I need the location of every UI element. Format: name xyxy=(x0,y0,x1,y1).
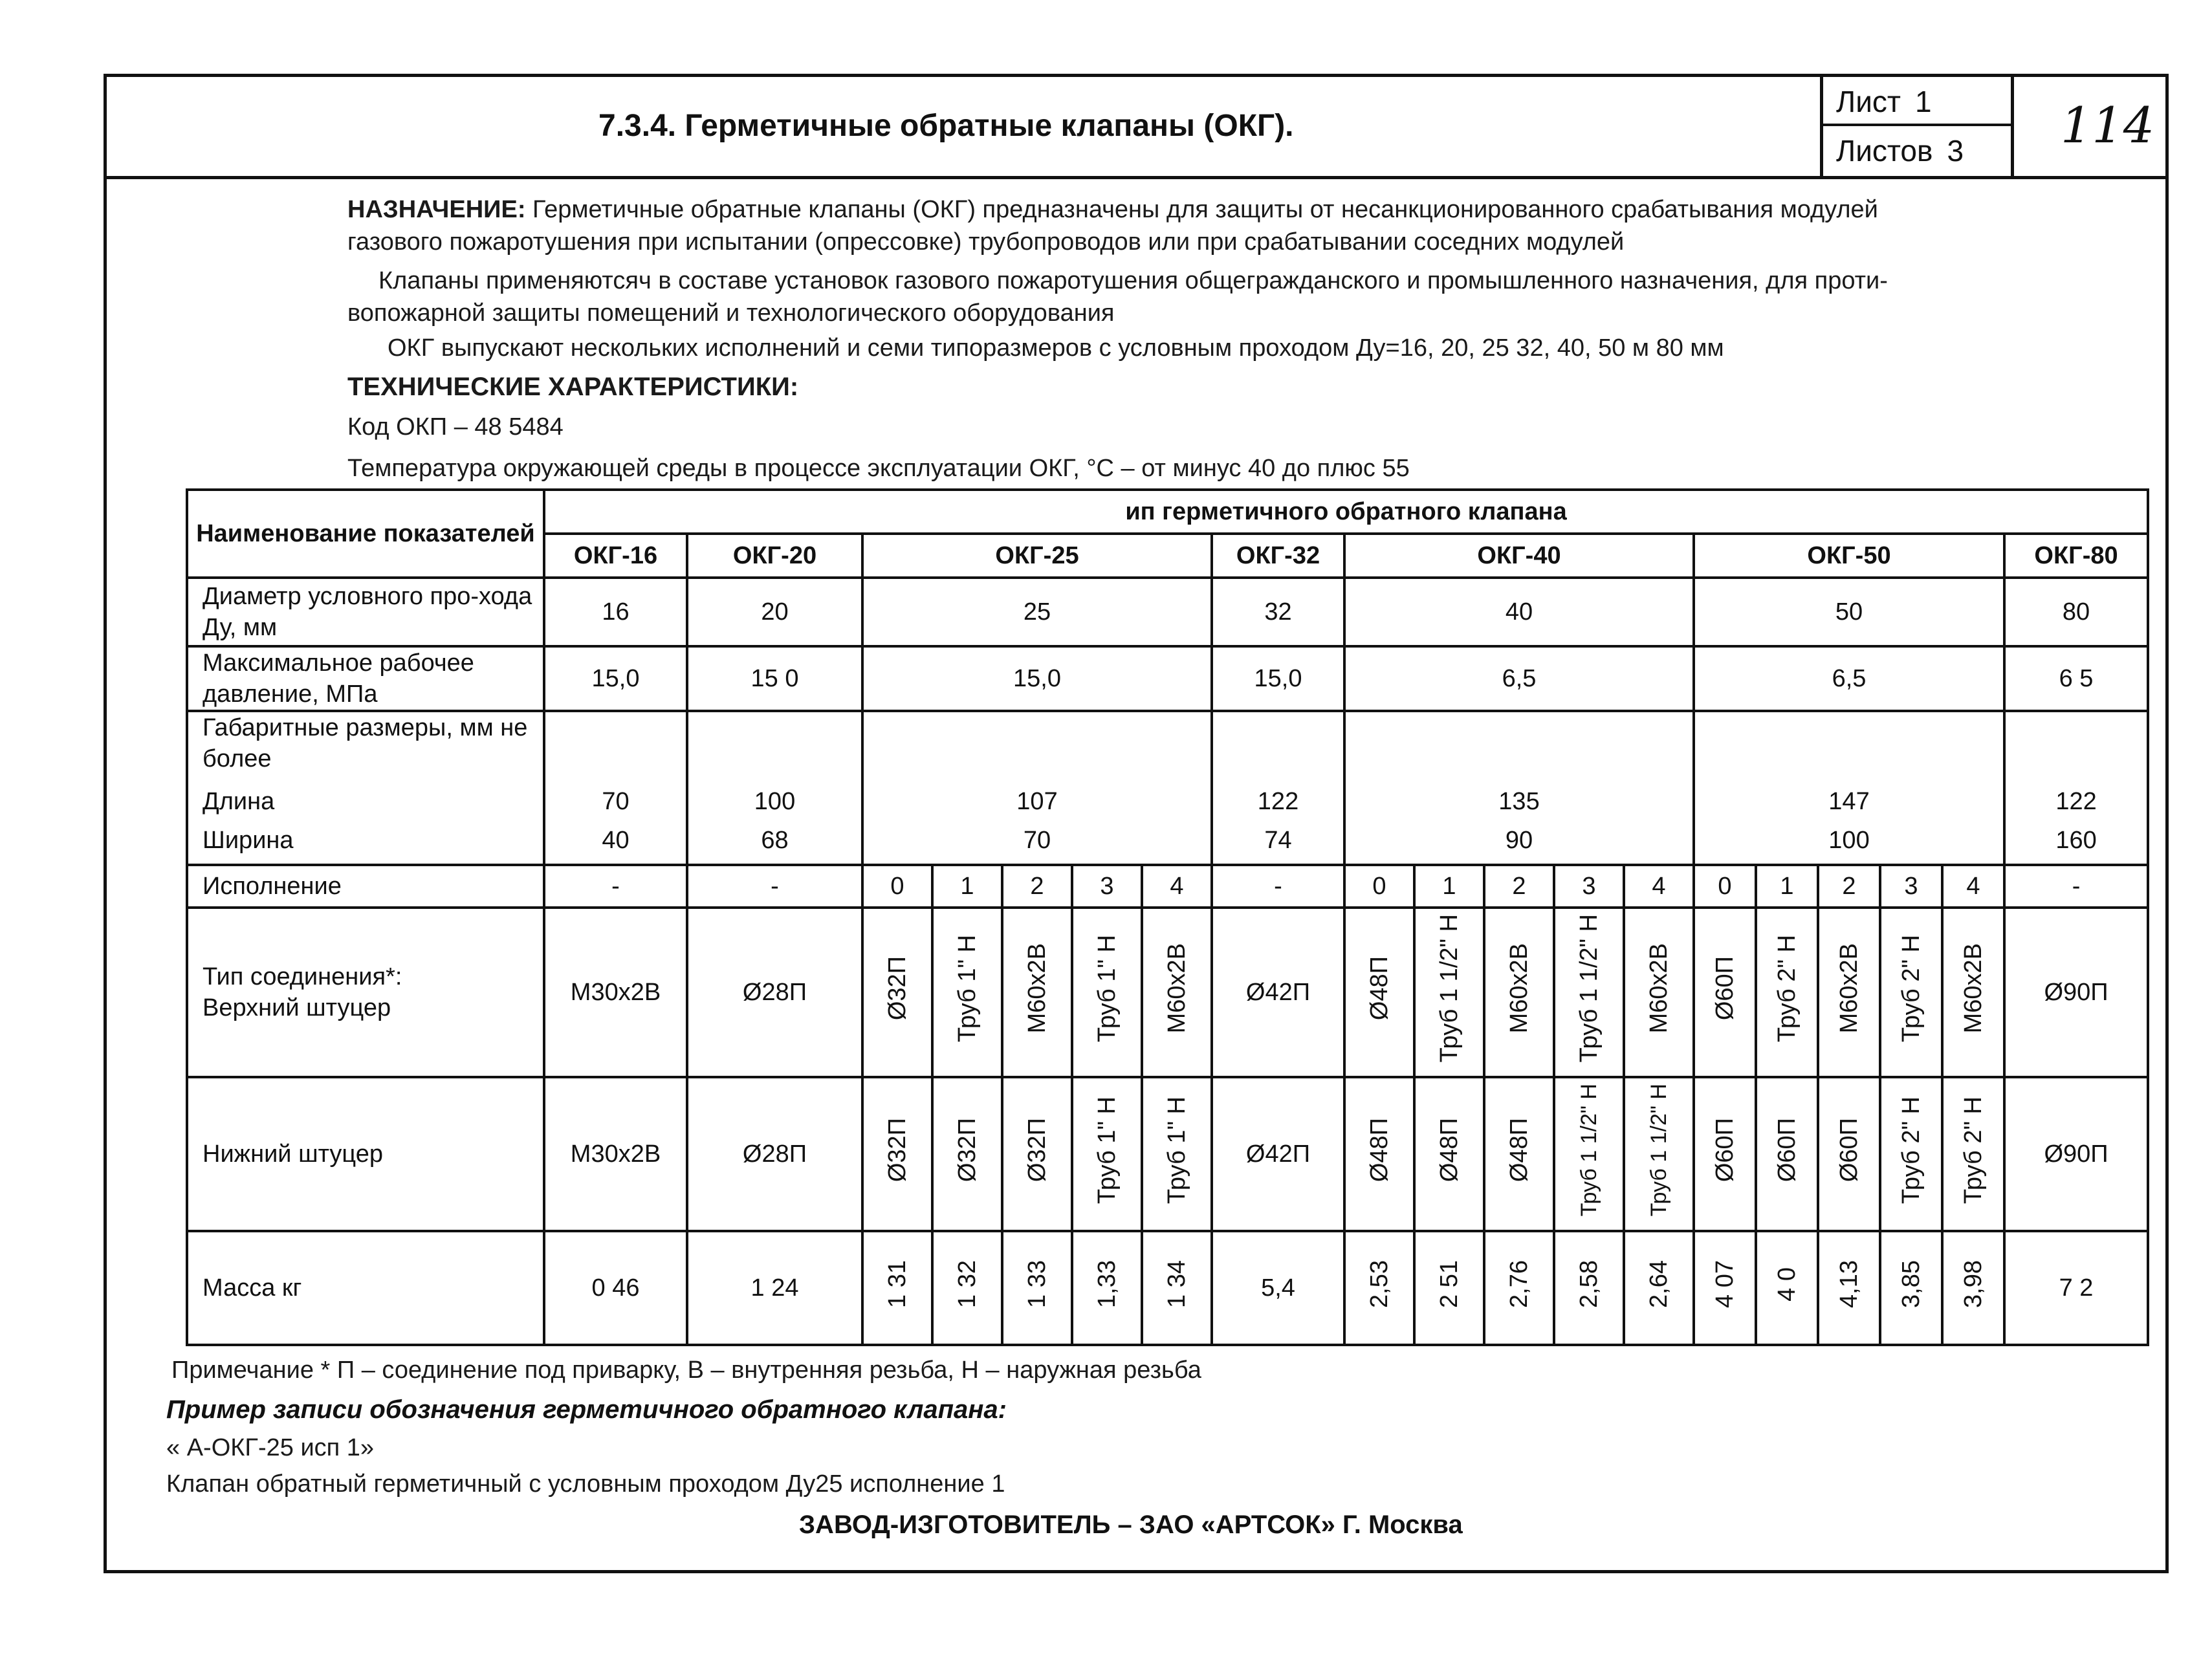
table-cell xyxy=(862,908,932,1077)
table-cell xyxy=(1484,1231,1554,1345)
vertical-text: Ø48П xyxy=(1436,1118,1463,1183)
table-cell: 15 0 xyxy=(687,646,862,711)
table-row xyxy=(187,711,2148,865)
table-cell xyxy=(1942,1077,2004,1231)
table-cell: 32 xyxy=(1212,578,1344,646)
vertical-text: 2,76 xyxy=(1506,1260,1533,1308)
vertical-text: Труб 1 1/2" Н xyxy=(1436,914,1463,1063)
table-cell xyxy=(1624,1077,1694,1231)
table-cell xyxy=(862,1077,932,1231)
table-cell xyxy=(687,711,862,865)
table-cell: 3 xyxy=(1880,865,1942,908)
table-cell: Ø28П xyxy=(687,908,862,1077)
table-cell xyxy=(1002,1077,1072,1231)
vertical-text: Труб 2" Н xyxy=(1898,1096,1925,1205)
table-cell xyxy=(1942,908,2004,1077)
vertical-text: Ø32П xyxy=(884,956,911,1021)
table-cell xyxy=(862,1231,932,1345)
temperature-line: Температура окружающей среды в процессе эксплуатации ОКГ, °С – от минус 40 до плюс 55 xyxy=(347,455,1410,482)
example-code: « А-ОКГ-25 исп 1» xyxy=(166,1434,375,1461)
table-cell xyxy=(1072,1077,1142,1231)
table-row xyxy=(187,1077,2148,1231)
dimensions-label: Габаритные размеры, мм не более xyxy=(203,714,528,772)
example-title: Пример записи обозначения герметичного обратного клапана: xyxy=(166,1395,1007,1424)
table-cell: 2 xyxy=(1818,865,1880,908)
vertical-text: Труб 1" Н xyxy=(1093,934,1121,1043)
vertical-text: Труб 1 1/2" Н xyxy=(1647,1084,1671,1217)
table-cell: - xyxy=(687,865,862,908)
table-cell xyxy=(1880,1077,1942,1231)
width-value: 68 xyxy=(761,827,789,854)
vertical-text: Труб 1" Н xyxy=(1163,1096,1190,1205)
usage-line-2: вопожарной защиты помещений и технологического оборудования xyxy=(347,300,1115,327)
table-cell xyxy=(1344,1231,1414,1345)
vertical-text: Труб 1" Н xyxy=(1093,1096,1121,1205)
table-cell: 15,0 xyxy=(544,646,687,711)
table-cell: 6,5 xyxy=(1694,646,2004,711)
spec-table xyxy=(186,488,2149,1346)
name-header: Наименование показателей xyxy=(187,490,544,578)
vertical-text: 1 31 xyxy=(884,1260,911,1308)
vertical-text: 1 33 xyxy=(1024,1260,1051,1308)
table-cell xyxy=(1624,908,1694,1077)
vertical-text: 2,58 xyxy=(1575,1260,1603,1308)
table-row xyxy=(187,1231,2148,1345)
purpose-label: НАЗНАЧЕНИЕ: xyxy=(347,196,526,223)
table-cell xyxy=(1142,908,1212,1077)
sheet-row xyxy=(1823,77,2011,126)
vertical-text: Труб 1" Н xyxy=(954,934,981,1043)
table-cell xyxy=(1142,1231,1212,1345)
model-header: ОКГ-32 xyxy=(1212,534,1344,578)
table-cell xyxy=(1818,1231,1880,1345)
table-cell xyxy=(544,711,687,865)
table-cell xyxy=(932,1077,1002,1231)
row-label: Максимальное рабочее давление, МПа xyxy=(187,646,544,711)
vertical-text: Ø60П xyxy=(1711,1118,1738,1183)
table-cell xyxy=(1484,1077,1554,1231)
table-cell xyxy=(1756,1077,1818,1231)
vertical-text: Труб 2" Н xyxy=(1960,1096,1987,1205)
table-cell: Ø90П xyxy=(2004,1077,2148,1231)
table-cell xyxy=(1414,1077,1484,1231)
purpose-line-1 xyxy=(347,193,1878,226)
table-cell xyxy=(1880,908,1942,1077)
table-cell xyxy=(1344,711,1694,865)
vertical-text: 3,85 xyxy=(1898,1260,1925,1308)
length-value: 70 xyxy=(602,788,630,815)
table-cell xyxy=(1344,1077,1414,1231)
table-cell xyxy=(2004,711,2148,865)
table-cell xyxy=(1484,908,1554,1077)
table-row xyxy=(187,865,2148,908)
table-cell: 40 xyxy=(1344,578,1694,646)
sheet-value: 1 xyxy=(1914,85,1932,118)
table-cell: 6,5 xyxy=(1344,646,1694,711)
table-cell: Ø90П xyxy=(2004,908,2148,1077)
vertical-text: Ø60П xyxy=(1711,956,1738,1021)
table-cell xyxy=(1694,908,1756,1077)
table-cell: 5,4 xyxy=(1212,1231,1344,1345)
vertical-text: Ø48П xyxy=(1366,1118,1393,1183)
table-cell xyxy=(1072,1231,1142,1345)
table-cell: - xyxy=(544,865,687,908)
sheet-info xyxy=(1820,77,2014,176)
vertical-text: Труб 2" Н xyxy=(1898,934,1925,1043)
model-header: ОКГ-40 xyxy=(1344,534,1694,578)
versions-line: ОКГ выпускают нескольких исполнений и семи типоразмеров с условным проходом Ду=16, 20, 25 32, 40, 50 м 80 мм xyxy=(388,334,1724,362)
table-cell xyxy=(1694,711,2004,865)
table-cell: 16 xyxy=(544,578,687,646)
width-value: 90 xyxy=(1505,827,1533,854)
table-cell xyxy=(1002,908,1072,1077)
vertical-text: Ø32П xyxy=(884,1118,911,1183)
table-cell: 4 xyxy=(1142,865,1212,908)
vertical-text: 3,98 xyxy=(1960,1260,1987,1308)
vertical-text: Ø60П xyxy=(1835,1118,1863,1183)
table-cell xyxy=(1694,1231,1756,1345)
table-cell: - xyxy=(2004,865,2148,908)
table-cell: 2 xyxy=(1002,865,1072,908)
table-cell: 3 xyxy=(1554,865,1624,908)
sheets-value: 3 xyxy=(1947,134,1964,168)
table-cell xyxy=(1344,908,1414,1077)
table-cell: 6 5 xyxy=(2004,646,2148,711)
header xyxy=(107,77,2165,179)
vertical-text: Ø60П xyxy=(1773,1118,1801,1183)
table-cell xyxy=(1942,1231,2004,1345)
vertical-text: 1,33 xyxy=(1093,1260,1121,1308)
model-header: ОКГ-25 xyxy=(862,534,1212,578)
okp-code: Код ОКП – 48 5484 xyxy=(347,413,564,441)
table-row xyxy=(187,646,2148,711)
table-cell: 3 xyxy=(1072,865,1142,908)
row-label: Масса кг xyxy=(187,1231,544,1345)
table-cell xyxy=(1554,1077,1624,1231)
width-value: 160 xyxy=(2055,827,2097,854)
manufacturer-footer: ЗАВОД-ИЗГОТОВИТЕЛЬ – ЗАО «АРТСОК» Г. Москва xyxy=(799,1511,1463,1539)
table-row xyxy=(187,490,2148,534)
width-value: 70 xyxy=(1023,827,1051,854)
table-cell xyxy=(1414,1231,1484,1345)
usage-line-1: Клапаны применяютсяч в составе установок газового пожаротушения общегражданского и промышленного назначения, для проти- xyxy=(378,267,1888,294)
table-cell: 4 xyxy=(1624,865,1694,908)
vertical-text: 2,64 xyxy=(1645,1260,1672,1308)
vertical-text: Ø32П xyxy=(1024,1118,1051,1183)
table-cell xyxy=(1414,908,1484,1077)
table-cell: Ø42П xyxy=(1212,908,1344,1077)
table-cell: 1 24 xyxy=(687,1231,862,1345)
row-label xyxy=(187,711,544,865)
vertical-text: 1 32 xyxy=(954,1260,981,1308)
table-cell: 80 xyxy=(2004,578,2148,646)
table-cell xyxy=(1756,908,1818,1077)
table-cell xyxy=(1212,711,1344,865)
table-cell: М30х2В xyxy=(544,1077,687,1231)
vertical-text: 4,13 xyxy=(1835,1260,1863,1308)
table-cell xyxy=(862,711,1212,865)
table-cell: 0 xyxy=(862,865,932,908)
handwritten-page-number: 114 xyxy=(2061,96,2155,154)
table-cell: 0 xyxy=(1694,865,1756,908)
vertical-text: Ø48П xyxy=(1366,956,1393,1021)
table-cell xyxy=(932,1231,1002,1345)
model-header: ОКГ-50 xyxy=(1694,534,2004,578)
example-description: Клапан обратный герметичный с условным проходом Ду25 исполнение 1 xyxy=(166,1470,1005,1498)
length-value: 100 xyxy=(754,788,796,815)
table-cell: 20 xyxy=(687,578,862,646)
table-cell xyxy=(1002,1231,1072,1345)
model-header: ОКГ-20 xyxy=(687,534,862,578)
purpose-line-2: газового пожаротушения при испытании (опрессовке) трубопроводов или при срабатывании соседних модулей xyxy=(347,228,1625,256)
vertical-text: 2,53 xyxy=(1366,1260,1393,1308)
vertical-text: М60х2В xyxy=(1024,943,1051,1034)
vertical-text: Труб 1 1/2" Н xyxy=(1577,1084,1601,1217)
table-cell xyxy=(932,908,1002,1077)
table-cell xyxy=(1554,1231,1624,1345)
table-cell xyxy=(1818,1077,1880,1231)
length-value: 122 xyxy=(1257,788,1299,815)
row-label: Нижний штуцер xyxy=(187,1077,544,1231)
vertical-text: М60х2В xyxy=(1163,943,1190,1034)
row-label: Исполнение xyxy=(187,865,544,908)
vertical-text: 1 34 xyxy=(1163,1260,1190,1308)
table-cell xyxy=(1818,908,1880,1077)
table-cell: 1 xyxy=(1756,865,1818,908)
table-cell xyxy=(1624,1231,1694,1345)
vertical-text: Труб 1 1/2" Н xyxy=(1575,914,1603,1063)
vertical-text: Ø48П xyxy=(1506,1118,1533,1183)
row-label xyxy=(187,908,544,1077)
table-cell: 0 xyxy=(1344,865,1414,908)
table-cell: 7 2 xyxy=(2004,1231,2148,1345)
width-value: 74 xyxy=(1264,827,1292,854)
table-cell xyxy=(1554,908,1624,1077)
length-value: 107 xyxy=(1016,788,1058,815)
table-cell: 1 xyxy=(1414,865,1484,908)
length-value: 135 xyxy=(1498,788,1540,815)
table-row xyxy=(187,908,2148,1077)
upper-fitting-label: Верхний штуцер xyxy=(203,994,391,1021)
table-cell: Ø28П xyxy=(687,1077,862,1231)
table-cell xyxy=(1142,1077,1212,1231)
table-cell: М30х2В xyxy=(544,908,687,1077)
length-value: 147 xyxy=(1828,788,1870,815)
page-title: 7.3.4. Герметичные обратные клапаны (ОКГ). xyxy=(598,109,1294,143)
document-frame xyxy=(104,74,2169,1573)
vertical-text: 4 0 xyxy=(1773,1267,1801,1302)
table-cell: 2 xyxy=(1484,865,1554,908)
connection-type-label: Тип соединения*: xyxy=(203,963,402,990)
model-header: ОКГ-16 xyxy=(544,534,687,578)
table-cell xyxy=(1694,1077,1756,1231)
table-cell: 15,0 xyxy=(1212,646,1344,711)
table-cell: 15,0 xyxy=(862,646,1212,711)
model-header: ОКГ-80 xyxy=(2004,534,2148,578)
table-cell xyxy=(1072,908,1142,1077)
vertical-text: Труб 2" Н xyxy=(1773,934,1801,1043)
table-cell: Ø42П xyxy=(1212,1077,1344,1231)
length-label: Длина xyxy=(203,788,275,815)
purpose-text: Герметичные обратные клапаны (ОКГ) предназначены для защиты от несанкционированного срабатывания модулей xyxy=(525,196,1878,223)
vertical-text: М60х2В xyxy=(1645,943,1672,1034)
vertical-text: М60х2В xyxy=(1960,943,1987,1034)
sheets-row xyxy=(1823,126,2011,175)
table-cell xyxy=(1756,1231,1818,1345)
width-value: 40 xyxy=(602,827,630,854)
table-cell: - xyxy=(1212,865,1344,908)
table-cell: 50 xyxy=(1694,578,2004,646)
vertical-text: М60х2В xyxy=(1506,943,1533,1034)
sheet-label: Лист xyxy=(1836,85,1901,118)
sheets-label: Листов xyxy=(1836,134,1933,168)
table-cell: 25 xyxy=(862,578,1212,646)
table-cell: 4 xyxy=(1942,865,2004,908)
tech-heading: ТЕХНИЧЕСКИЕ ХАРАКТЕРИСТИКИ: xyxy=(347,373,799,401)
table-cell: 1 xyxy=(932,865,1002,908)
table-row xyxy=(187,578,2148,646)
length-value: 122 xyxy=(2055,788,2097,815)
table-cell xyxy=(1880,1231,1942,1345)
note: Примечание * П – соединение под приварку, В – внутренняя резьба, Н – наружная резьба xyxy=(171,1357,1201,1384)
vertical-text: 4 07 xyxy=(1711,1260,1738,1308)
row-label: Диаметр условного про-хода Ду, мм xyxy=(187,578,544,646)
type-header: ип герметичного обратного клапана xyxy=(544,490,2148,534)
vertical-text: Ø32П xyxy=(954,1118,981,1183)
width-label: Ширина xyxy=(203,827,294,854)
width-value: 100 xyxy=(1828,827,1870,854)
vertical-text: М60х2В xyxy=(1835,943,1863,1034)
vertical-text: 2 51 xyxy=(1436,1260,1463,1308)
table-cell: 0 46 xyxy=(544,1231,687,1345)
